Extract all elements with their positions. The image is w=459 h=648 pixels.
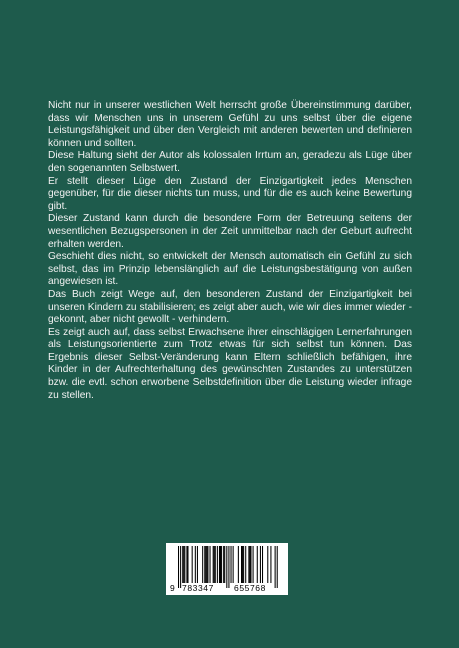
barcode-bar: [223, 546, 224, 583]
blurb-paragraph-6: Das Buch zeigt Wege auf, den besonderen Zustand der Einzigartigkeit bei unseren Kindern zu stabilisieren; es zeigt aber auch, wie wir dies immer wieder - gekonnt, aber nicht gewollt - verhindern.: [48, 288, 412, 326]
barcode-bar: [224, 546, 225, 583]
barcode-bar: [187, 546, 188, 583]
blurb-paragraph-5: Geschieht dies nicht, so entwickelt der Mensch automatisch ein Gefühl zu sich selbst, das im Prinzip lebenslänglich auf die Leistungsbestätigung von außen angewiesen ist.: [48, 251, 412, 288]
barcode-bar: [243, 546, 244, 583]
barcode-bar: [249, 546, 250, 583]
barcode-bar: [204, 546, 205, 583]
barcode-bar: [221, 546, 222, 583]
barcode-bar: [231, 546, 232, 583]
barcode-bar: [214, 546, 215, 583]
barcode-bar: [215, 546, 216, 583]
barcode-bar: [250, 546, 251, 583]
barcode-guard-bar: [277, 546, 278, 588]
barcode-bar: [238, 546, 239, 583]
barcode-bar: [245, 546, 246, 583]
barcode-bar: [267, 546, 268, 583]
barcode-bar: [253, 546, 254, 583]
barcode-bar: [241, 546, 242, 583]
barcode-guard-bar: [226, 546, 227, 588]
barcode-left-digits: 783347: [182, 583, 214, 593]
barcode-bar: [219, 546, 220, 583]
blurb-paragraph-3: Er stellt dieser Lüge den Zustand der Einzigartigkeit jedes Menschen gegenüber, für die dieser nichts tun muss, und für die es auch keine Bewertung gibt.: [48, 175, 412, 212]
barcode-bar: [205, 546, 206, 583]
barcode-guard-bar: [275, 546, 276, 588]
barcode-bar: [262, 546, 263, 583]
barcode-bar: [182, 546, 183, 583]
barcode-bar: [186, 546, 187, 583]
blurb-paragraph-2: Diese Haltung sieht der Autor als kolossalen Irrtum an, geradezu als Lüge über den sogenannten Selbstwert.: [48, 150, 412, 174]
barcode-bar: [207, 546, 208, 583]
barcode-right-digits: 655768: [234, 583, 266, 593]
barcode-bar: [248, 546, 249, 583]
barcode-bar: [183, 546, 184, 583]
barcode-bar: [257, 546, 258, 583]
barcode-bar: [260, 546, 261, 583]
barcode-bar: [206, 546, 207, 583]
barcode-guard-bar: [180, 546, 181, 588]
barcode-bar: [270, 546, 271, 583]
barcode-bar: [233, 546, 234, 583]
barcode-bar: [197, 546, 198, 583]
barcode-bar: [184, 546, 185, 583]
barcode-bar: [217, 546, 218, 583]
barcode-bar: [202, 546, 203, 583]
isbn-barcode: [166, 543, 288, 595]
barcode-bar: [242, 546, 243, 583]
barcode-bar: [195, 546, 196, 583]
barcode-lead-digit: 9: [170, 583, 176, 593]
barcode-bar: [220, 546, 221, 583]
barcode-bar: [192, 546, 193, 583]
barcode-guard-bar: [178, 546, 179, 588]
blurb-text: [48, 100, 412, 402]
blurb-paragraph-1: Nicht nur in unserer westlichen Welt herrscht große Übereinstimmung darüber, dass wir Menschen uns in unserem Gefühl zu uns selbst über die eigene Leistungsfähigkeit und über den Vergleich mit anderen bewerten und definieren können und sollten.: [48, 100, 412, 149]
barcode-bar: [210, 546, 211, 583]
barcode-bar: [213, 546, 214, 583]
blurb-paragraph-7: Es zeigt auch auf, dass selbst Erwachsene ihrer einschlägigen Lernerfahrungen als Leistungsorientierte zum Trotz etwas für sich selbst tun können. Das Ergebnis dieser Selbst-Veränderung kann Eltern schließlich befähigen, ihre Kinder in der Aufrechterhaltung des gewünschten Zustandes zu unterstützen bzw. die evtl. schon erworbene Selbstdefinition über die Leistung wieder infrage zu stellen.: [48, 326, 412, 401]
barcode-guard-bar: [228, 546, 229, 588]
blurb-paragraph-4: Dieser Zustand kann durch die besondere Form der Betreuung seitens der wesentlichen Bezugspersonen in der Zeit unmittelbar nach der Geburt aufrecht erhalten werden.: [48, 213, 412, 250]
